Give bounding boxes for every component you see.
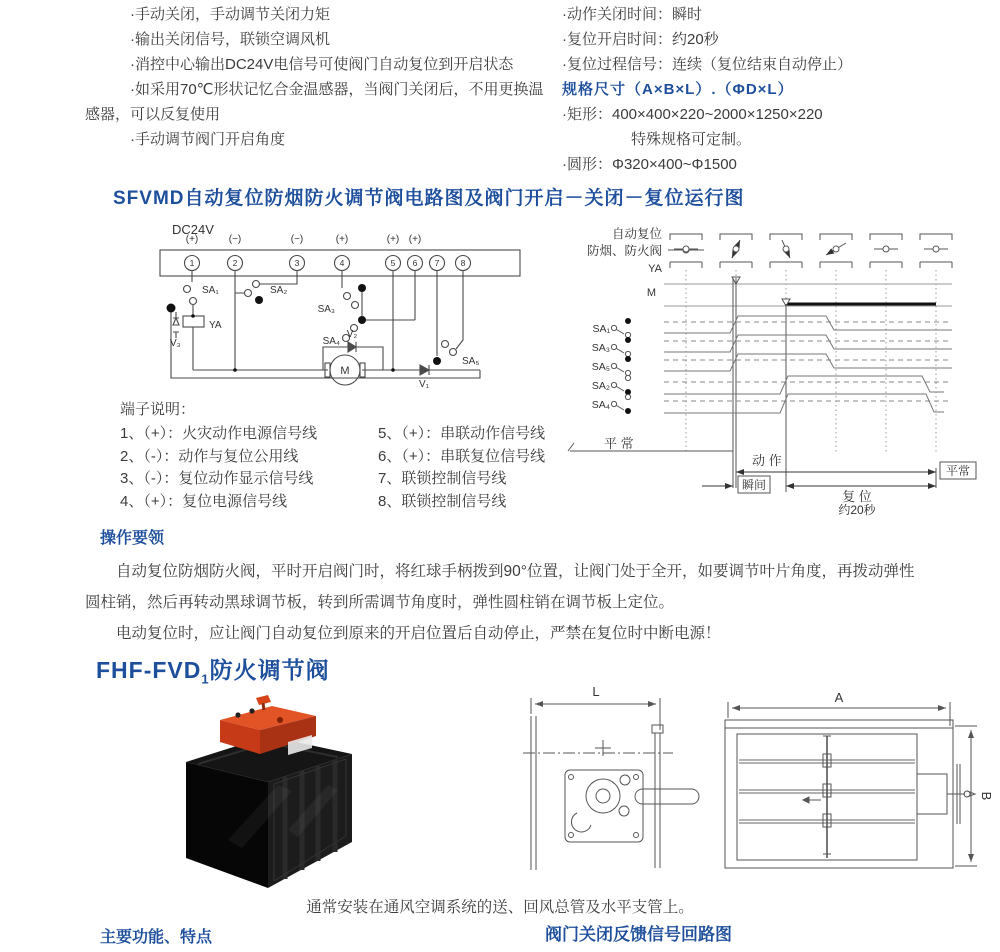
operation-para1: 自动复位防烟防火阀，平时开启阀门时，将红球手柄拨到90°位置，让阀门处于全开，如要调节叶片角度，再拨动弹性圆柱销，然后再转动黑球调节板，转到所需调节角度时，弹性圆柱销在调节板上定位。: [85, 563, 915, 611]
terminal-number: 5: [390, 258, 396, 268]
terminal-number: 6: [412, 258, 418, 268]
specs-heading: 规格尺寸（A×B×L）.（ΦD×L）: [562, 81, 794, 98]
dimension-b-label: B: [979, 791, 994, 801]
sa-row-label: SA₃: [591, 342, 610, 354]
spec-bullet-list: [562, 2, 992, 177]
terminal-number: 8: [460, 258, 466, 268]
terminal-note: 5、（+）：串联动作信号线: [378, 425, 546, 442]
normal-right-label: 平常: [945, 464, 971, 478]
install-caption: 通常安装在通风空调系统的送、回风总管及水平支管上。: [306, 899, 694, 916]
section-heading-circuit: SFVMD自动复位防烟防火调节阀电路图及阀门开启－关闭－复位运行图: [113, 188, 745, 209]
terminal-number: 3: [294, 258, 300, 268]
heading-prefix: FHF-FVD: [96, 657, 202, 683]
terminal-number: 4: [339, 258, 345, 268]
bullet-item: ·复位开启时间：约20秒: [562, 31, 719, 48]
bullet-item: ·消控中心输出DC24V电信号可使阀门自动复位到开启状态: [130, 56, 514, 73]
terminal-note: 7、联锁控制信号线: [378, 470, 507, 487]
dimension-l-label: L: [592, 684, 600, 699]
polarity-label: (+): [408, 234, 422, 245]
bullet-item: ·手动关闭，手动调节关闭力矩: [130, 6, 330, 23]
terminal-notes-col2: [378, 423, 545, 513]
terminal-notes-title: 端子说明：: [120, 401, 196, 418]
actuator-knob: [235, 712, 240, 717]
technical-drawing: [503, 678, 995, 890]
contact-dot: [167, 304, 176, 313]
bullet-item: ·动作关闭时间：瞬时: [562, 6, 702, 23]
m-row-label: M: [646, 287, 656, 299]
feature-bullet-list: [85, 2, 553, 152]
terminal-note: 3、（-）：复位动作显示信号线: [120, 470, 314, 487]
heading-suffix: 防火调节阀: [209, 657, 330, 683]
ya-row-label: YA: [648, 263, 662, 275]
terminal-note: 2、（-）：动作与复位公用线: [120, 447, 299, 465]
instant-label: 瞬间: [741, 478, 767, 492]
terminal-note: 1、（+）：火灾动作电源信号线: [120, 425, 318, 442]
valve-label-line1: 自动复位: [611, 227, 662, 241]
action-label: 动 作: [752, 453, 782, 468]
terminal-number: 2: [232, 258, 238, 268]
spec-rect-note: 特殊规格可定制。: [631, 131, 752, 148]
sa-row-label: SA₅: [591, 361, 610, 373]
polarity-label: (−): [228, 234, 242, 245]
circuit-diagram: [140, 220, 538, 403]
sa-row-label: SA₁: [592, 323, 610, 335]
operation-para2: 电动复位时，应让阀门自动复位到原来的开启位置后自动停止，严禁在复位时中断电源！: [116, 625, 721, 642]
sa3-label: SA₃: [317, 304, 335, 315]
polarity-label: (+): [386, 234, 400, 245]
sa5-label: SA₅: [462, 356, 480, 367]
supply-label: DC24V: [172, 222, 214, 237]
terminal-note: 6、（+）：串联复位信号线: [378, 447, 546, 465]
terminal-notes-col1: [120, 423, 378, 513]
reset-time-label: 约20秒: [838, 503, 876, 516]
sa2-label: SA₂: [270, 285, 288, 296]
normal-left-label: 平 常: [604, 436, 634, 451]
spec-round-line: ·圆形：Φ320×400~Φ1500: [562, 156, 737, 173]
valve-label-line2: 防烟、防火阀: [586, 244, 662, 258]
dimension-a-label: A: [834, 690, 844, 705]
sa-row-label: SA₂: [591, 380, 610, 392]
section-heading-fhf-fvd: [96, 652, 330, 687]
terminal-note: 4、（+）：复位电源信号线: [120, 492, 288, 510]
terminal-number: 1: [189, 258, 195, 268]
polarity-label: (+): [185, 234, 199, 245]
v2-label: V₂: [346, 329, 358, 340]
terminal-note: 8、联锁控制信号线: [378, 492, 507, 510]
motor-label: M: [340, 365, 350, 377]
bullet-item: ·如采用70℃形状记忆合金温感器，当阀门关闭后，不用更换温感器，可以反复使用: [85, 81, 544, 123]
operation-paragraphs: [85, 556, 917, 649]
v3-label: V₃: [170, 338, 181, 349]
features-caption: 主要功能、特点: [100, 929, 213, 946]
actuator-knob: [249, 708, 254, 713]
product-photo-fire-damper: [168, 690, 363, 897]
terminal-notes: [120, 398, 590, 513]
terminal-number: 7: [434, 258, 440, 268]
heading-subscript: 1: [201, 671, 210, 687]
sa1-label: SA₁: [202, 285, 219, 296]
operation-heading: 操作要领: [100, 530, 165, 547]
spec-rect-line: ·矩形：400×400×220~2000×1250×220: [562, 106, 823, 123]
sa-row-label: SA₄: [591, 399, 610, 411]
timing-diagram: [552, 222, 995, 521]
bullet-item: ·输出关闭信号，联锁空调风机: [130, 31, 330, 48]
reset-label: 复 位: [842, 489, 872, 504]
bullet-item: ·手动调节阀门开启角度: [130, 131, 285, 148]
bullet-item: ·复位过程信号：连续（复位结束自动停止）: [562, 56, 852, 73]
polarity-label: (+): [335, 234, 349, 245]
ya-label: YA: [209, 320, 222, 331]
v1-label: V₁: [418, 379, 430, 390]
sa4-label: SA₄: [322, 336, 340, 347]
polarity-label: (−): [290, 234, 304, 245]
feedback-caption: 阀门关闭反馈信号回路图: [545, 925, 732, 944]
